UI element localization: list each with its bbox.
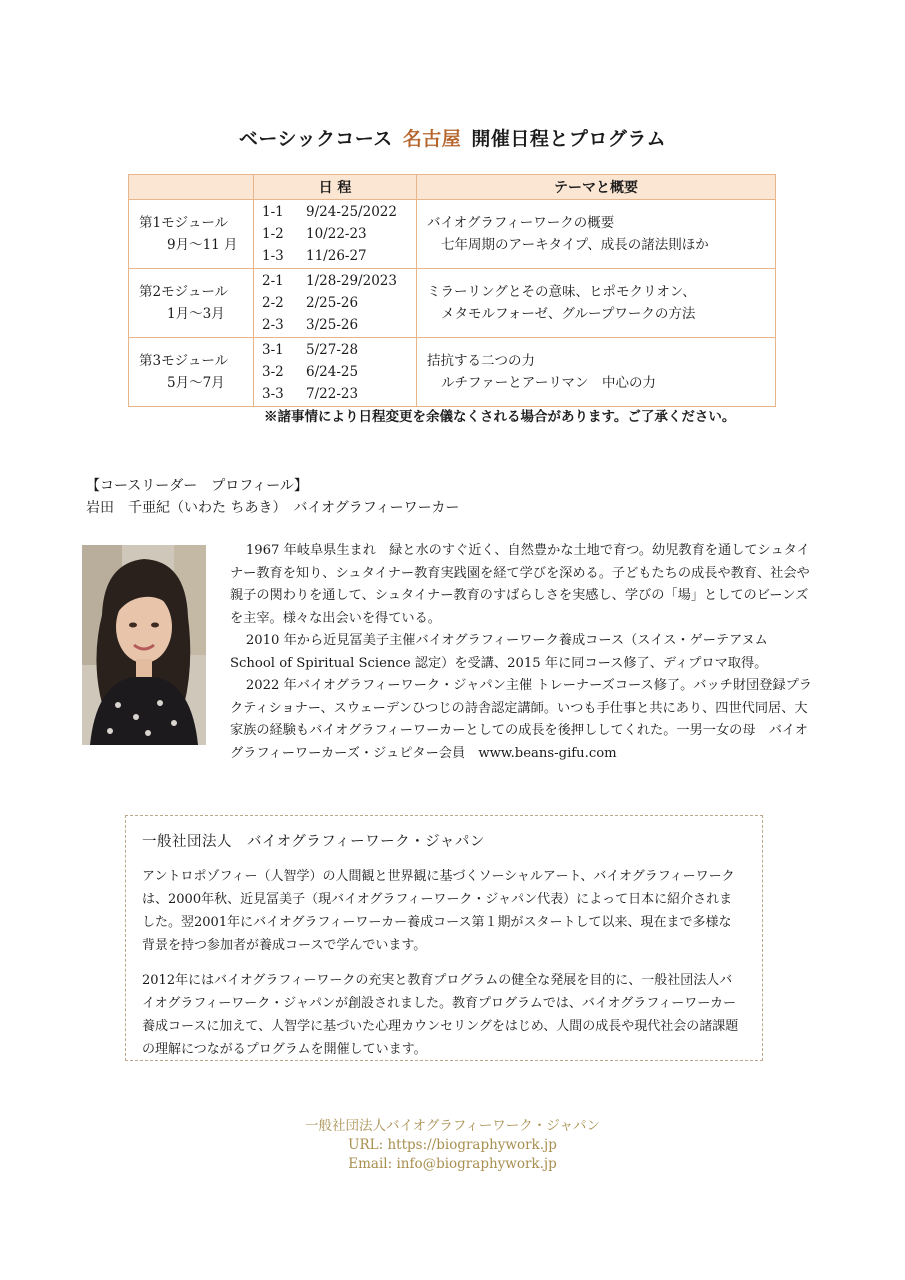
module-name: 第1モジュール bbox=[139, 215, 229, 231]
session-date bbox=[262, 223, 408, 245]
session-dates: 10/22-23 bbox=[306, 226, 367, 242]
session-date bbox=[262, 314, 408, 336]
header-dates: 日 程 bbox=[254, 175, 417, 200]
leader-bio bbox=[230, 540, 812, 765]
theme-detail: メタモルフォーゼ、グループワークの方法 bbox=[441, 306, 696, 322]
schedule-note: ※諸事情により日程変更を余儀なくされる場合があります。ご了承ください。 bbox=[264, 409, 736, 425]
module-months: 5月～7月 bbox=[167, 375, 225, 391]
theme-cell bbox=[417, 269, 776, 338]
table-row bbox=[129, 269, 776, 338]
session-date bbox=[262, 361, 408, 383]
profile-name: 岩田 千亜紀（いわた ちあき） バイオグラフィーワーカー bbox=[86, 500, 460, 516]
title-rest: 開催日程とプログラム bbox=[471, 128, 667, 150]
dates-cell bbox=[254, 200, 417, 269]
theme-detail: ルチファーとアーリマン 中心の力 bbox=[441, 375, 657, 391]
session-dates: 3/25-26 bbox=[306, 317, 359, 333]
footer-email: Email: info@biographywork.jp bbox=[348, 1156, 557, 1172]
organization-paragraph: アントロポゾフィー（人智学）の人間観と世界観に基づくソーシャルアート、バイオグラフィーワークは、2000年秋、近見冨美子（現バイオグラフィーワーク・ジャパン代表）によって日本に紹介されました。翌2001年にバイオグラフィーワーカー養成コース第１期がスタートして以来、現在まで多様な背景を持つ参加者が養成コースで学んでいます。 bbox=[142, 869, 735, 953]
module-cell bbox=[129, 269, 254, 338]
bio-paragraph: 2022 年バイオグラフィーワーク・ジャパン主催 トレーナーズコース修了。バッチ財団登録プラクティショナー、スウェーデンひつじの詩舎認定講師。いつも手仕事と共にあり、四世代同居、大家族の経験もバイオグラフィーワーカーとしての成長を後押ししてくれた。一男一女の母 バイオグラフィーワーカーズ・ジュピター会員 www.beans-gifu.com bbox=[230, 678, 812, 761]
dates-cell bbox=[254, 338, 417, 407]
session-number: 2-1 bbox=[262, 273, 284, 289]
session-dates: 2/25-26 bbox=[306, 295, 359, 311]
session-date bbox=[262, 383, 408, 405]
portrait-image bbox=[82, 545, 206, 745]
session-date bbox=[262, 270, 408, 292]
theme-title: バイオグラフィーワークの概要 bbox=[427, 215, 615, 231]
profile-heading: 【コースリーダー プロフィール】 bbox=[86, 478, 308, 494]
session-date bbox=[262, 292, 408, 314]
organization-title: 一般社団法人 バイオグラフィーワーク・ジャパン bbox=[142, 834, 485, 850]
session-dates: 5/27-28 bbox=[306, 342, 359, 358]
theme-cell bbox=[417, 338, 776, 407]
session-number: 1-1 bbox=[262, 204, 284, 220]
page-title bbox=[0, 124, 905, 151]
session-number: 2-3 bbox=[262, 317, 284, 333]
organization-box bbox=[125, 815, 763, 1061]
session-date bbox=[262, 201, 408, 223]
module-months: 1月～3月 bbox=[167, 306, 225, 322]
dates-cell bbox=[254, 269, 417, 338]
title-city: 名古屋 bbox=[402, 128, 462, 150]
module-name: 第3モジュール bbox=[139, 353, 229, 369]
theme-title: 拮抗する二つの力 bbox=[427, 353, 535, 369]
module-cell bbox=[129, 338, 254, 407]
module-months: 9月～11 月 bbox=[167, 237, 238, 253]
table-header-row bbox=[129, 175, 776, 200]
schedule-table bbox=[128, 174, 776, 407]
session-dates: 6/24-25 bbox=[306, 364, 359, 380]
session-number: 3-2 bbox=[262, 364, 284, 380]
session-dates: 11/26-27 bbox=[306, 248, 367, 264]
title-main: ベーシックコース bbox=[238, 128, 393, 150]
footer bbox=[0, 1117, 905, 1174]
module-name: 第2モジュール bbox=[139, 284, 229, 300]
session-number: 1-2 bbox=[262, 226, 284, 242]
theme-title: ミラーリングとその意味、ヒポモクリオン、 bbox=[427, 284, 696, 300]
header-theme: テーマと概要 bbox=[417, 175, 776, 200]
footer-org: 一般社団法人バイオグラフィーワーク・ジャパン bbox=[305, 1118, 600, 1134]
organization-paragraph: 2012年にはバイオグラフィーワークの充実と教育プログラムの健全な発展を目的に、一般社団法人バイオグラフィーワーク・ジャパンが創設されました。教育プログラムでは、バイオグラフィーワーカー養成コースに加えて、人智学に基づいた心理カウンセリングをはじめ、人間の成長や現代社会の諸課題の理解につながるプログラムを開催しています。 bbox=[142, 973, 739, 1057]
bio-paragraph: 2010 年から近見冨美子主催バイオグラフィーワーク養成コース（スイス・ゲーテアヌム School of Spiritual Science 認定）を受講、2015 年に同コース修了、ディプロマ取得。 bbox=[230, 633, 768, 671]
session-date bbox=[262, 245, 408, 267]
table-row bbox=[129, 338, 776, 407]
session-number: 3-1 bbox=[262, 342, 284, 358]
session-date bbox=[262, 339, 408, 361]
module-cell bbox=[129, 200, 254, 269]
table-row bbox=[129, 200, 776, 269]
session-number: 1-3 bbox=[262, 248, 284, 264]
header-blank bbox=[129, 175, 254, 200]
theme-detail: 七年周期のアーキタイプ、成長の諸法則ほか bbox=[441, 237, 709, 253]
profile-heading-block bbox=[86, 475, 459, 519]
theme-cell bbox=[417, 200, 776, 269]
session-dates: 1/28-29/2023 bbox=[306, 273, 397, 289]
footer-url: URL: https://biographywork.jp bbox=[348, 1137, 557, 1153]
bio-paragraph: 1967 年岐阜県生まれ 緑と水のすぐ近く、自然豊かな土地で育つ。幼児教育を通してシュタイナー教育を知り、シュタイナー教育実践園を経て学びを深める。子どもたちの成長や教育、社会や親子の関わりを通して、シュタイナー教育のすばらしさを実感し、学びの「場」としてのビーンズを主宰。様々な出会いを得ている。 bbox=[230, 543, 810, 626]
session-number: 3-3 bbox=[262, 386, 284, 402]
session-dates: 9/24-25/2022 bbox=[306, 204, 397, 220]
leader-photo bbox=[82, 545, 206, 745]
session-dates: 7/22-23 bbox=[306, 386, 359, 402]
session-number: 2-2 bbox=[262, 295, 284, 311]
